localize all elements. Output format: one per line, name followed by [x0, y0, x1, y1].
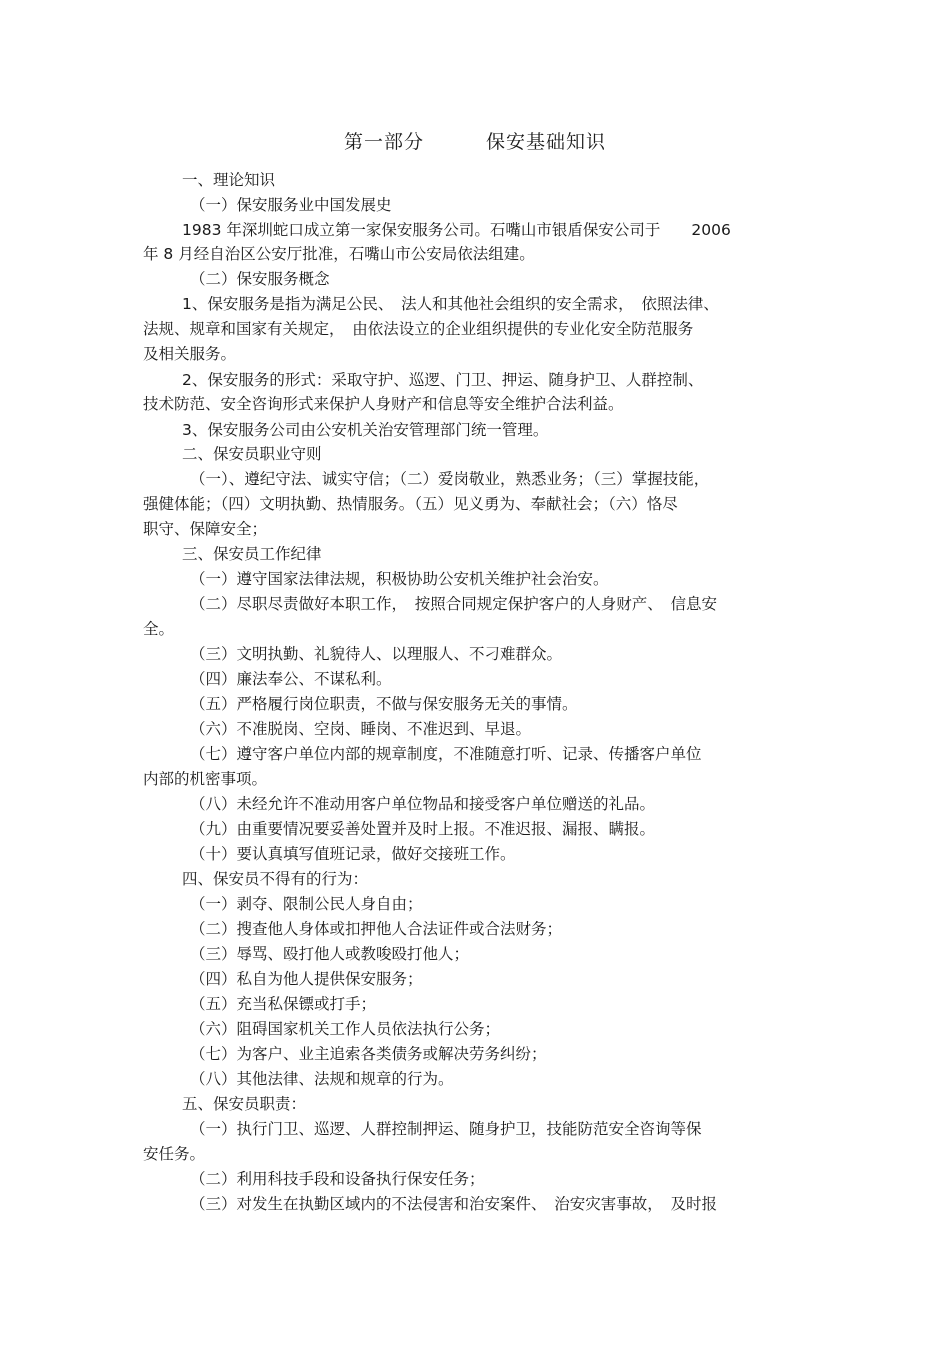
- paragraph-line: 安任务。: [143, 1145, 206, 1163]
- paragraph-line: 职守、保障安全；: [143, 520, 268, 538]
- list-item: （四）廉法奉公、不谋私利。: [190, 670, 392, 688]
- paragraph-line: （一）、遵纪守法、诚实守信；（二）爱岗敬业，熟悉业务；（三）掌握技能，: [190, 470, 710, 488]
- list-item: （八）未经允许不准动用客户单位物品和接受客户单位赠送的礼品。: [190, 795, 656, 813]
- list-item: （三）辱骂、殴打他人或教唆殴打他人；: [190, 945, 470, 963]
- paragraph-line: 1983 年深圳蛇口成立第一家保安服务公司。石嘴山市银盾保安公司于 2006: [182, 221, 731, 239]
- list-item: （二）尽职尽责做好本职工作， 按照合同规定保护客户的人身财产、 信息安: [190, 595, 718, 613]
- title-part: 第一部分: [343, 131, 424, 153]
- paragraph-line: 内部的机密事项。: [143, 770, 268, 788]
- paragraph-line: 及相关服务。: [143, 345, 237, 363]
- section-heading: 二、保安员职业守则: [182, 445, 322, 463]
- paragraph-line: 2、保安服务的形式：采取守护、巡逻、门卫、押运、随身护卫、人群控制、: [182, 371, 704, 389]
- list-item: （十）要认真填写值班记录，做好交接班工作。: [190, 845, 516, 863]
- paragraph-line: 1、保安服务是指为满足公民、 法人和其他社会组织的安全需求， 依照法律、: [182, 295, 719, 313]
- list-item: （一）执行门卫、巡逻、人群控制押运、随身护卫，技能防范安全咨询等保: [190, 1120, 702, 1138]
- section-heading: 五、保安员职责：: [182, 1095, 307, 1113]
- subsection-heading: （一）保安服务业中国发展史: [190, 196, 392, 214]
- list-item: （八）其他法律、法规和规章的行为。: [190, 1070, 454, 1088]
- page-title: [0, 127, 950, 154]
- section-heading: 四、保安员不得有的行为：: [182, 870, 369, 888]
- section-heading: 一、理论知识: [182, 171, 276, 189]
- list-item: （二）搜查他人身体或扣押他人合法证件或合法财务；: [190, 920, 563, 938]
- title-name: 保安基础知识: [486, 131, 607, 153]
- list-item: （五）严格履行岗位职责，不做与保安服务无关的事情。: [190, 695, 578, 713]
- list-item: （六）不准脱岗、空岗、睡岗、不准迟到、早退。: [190, 720, 532, 738]
- list-item: （一）剥夺、限制公民人身自由；: [190, 895, 423, 913]
- list-item: （一）遵守国家法律法规，积极协助公安机关维护社会治安。: [190, 570, 609, 588]
- paragraph-line: 技术防范、安全咨询形式来保护人身财产和信息等安全维护合法利益。: [143, 395, 624, 413]
- paragraph-line: 全。: [143, 620, 175, 638]
- paragraph-line: 法规、规章和国家有关规定， 由依法设立的企业组织提供的专业化安全防范服务: [143, 320, 694, 338]
- subsection-heading: （二）保安服务概念: [190, 270, 330, 288]
- paragraph-line: 3、保安服务公司由公安机关治安管理部门统一管理。: [182, 421, 549, 439]
- list-item: （五）充当私保镖或打手；: [190, 995, 377, 1013]
- list-item: （三）对发生在执勤区域内的不法侵害和治安案件、 治安灾害事故， 及时报: [190, 1195, 718, 1213]
- paragraph-line: 强健体能；（四）文明执勤、热情服务。（五）见义勇为、奉献社会；（六）恪尽: [143, 495, 678, 513]
- list-item: （九）由重要情况要妥善处置并及时上报。不准迟报、漏报、瞒报。: [190, 820, 656, 838]
- list-item: （四）私自为他人提供保安服务；: [190, 970, 423, 988]
- list-item: （六）阻碍国家机关工作人员依法执行公务；: [190, 1020, 501, 1038]
- paragraph-line: 年 8 月经自治区公安厅批准，石嘴山市公安局依法组建。: [143, 245, 535, 263]
- list-item: （三）文明执勤、礼貌待人、以理服人、不刁难群众。: [190, 645, 563, 663]
- list-item: （二）利用科技手段和设备执行保安任务；: [190, 1170, 485, 1188]
- list-item: （七）为客户、业主追索各类债务或解决劳务纠纷；: [190, 1045, 547, 1063]
- list-item: （七）遵守客户单位内部的规章制度，不准随意打听、记录、传播客户单位: [190, 745, 702, 763]
- section-heading: 三、保安员工作纪律: [182, 545, 322, 563]
